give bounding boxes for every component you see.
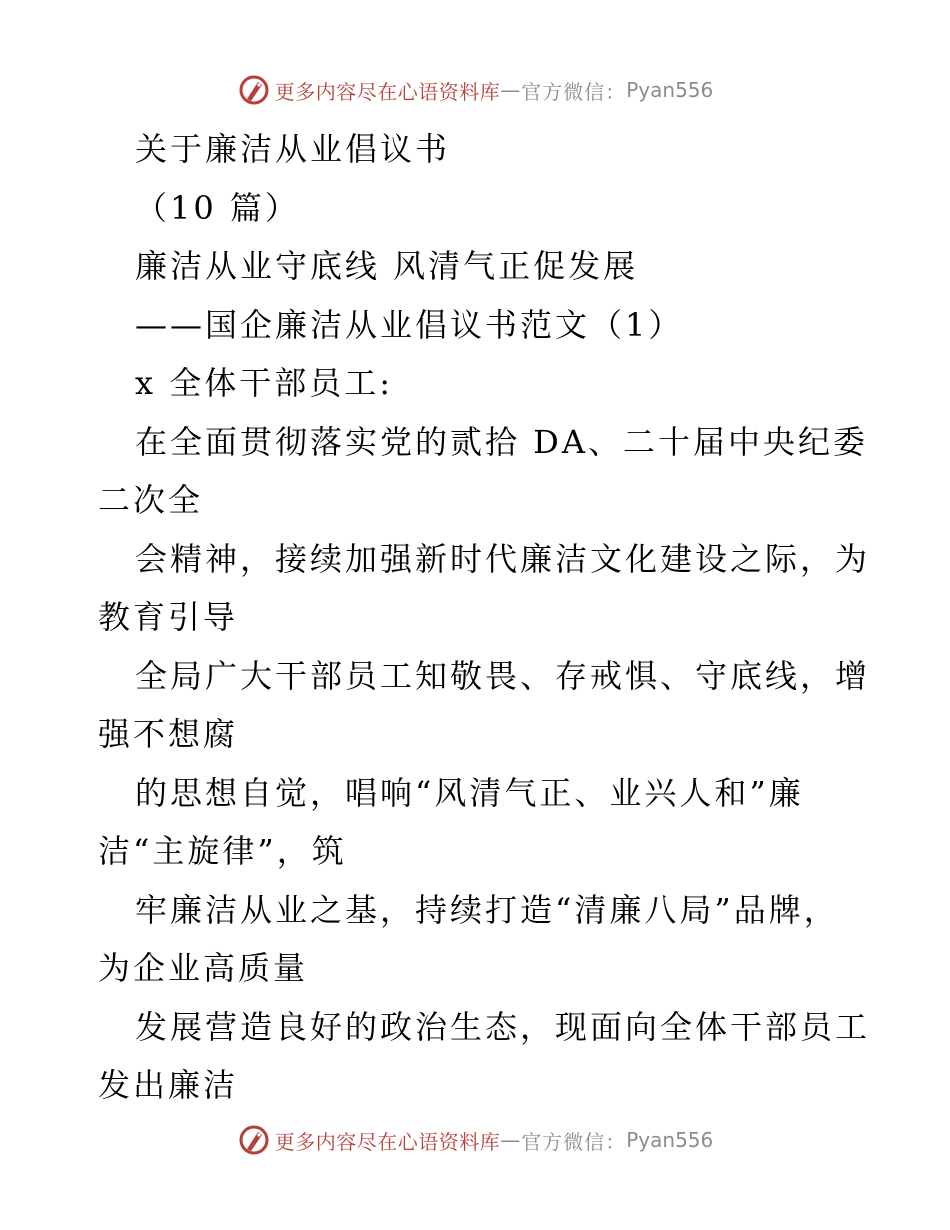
watermark-wechat-id: Pyan556	[626, 78, 714, 102]
paragraph-line: 强不想腐	[98, 715, 239, 753]
watermark-separator: —	[500, 78, 522, 102]
paragraph-line: 在全面贯彻落实党的贰拾 DA、二十届中央纪委	[135, 422, 868, 461]
document-body	[98, 120, 871, 1115]
watermark-official-label: 官方微信：	[521, 79, 627, 104]
document-title: 关于廉洁从业倡议书	[135, 130, 451, 168]
document-count: （10 篇）	[135, 188, 300, 227]
section-title: 廉洁从业守底线 风清气正促发展	[135, 247, 639, 285]
pen-nib-circle-icon	[237, 73, 271, 107]
footer-watermark	[0, 1120, 950, 1160]
paragraph-line: 发展营造良好的政治生态，现面向全体干部员工	[135, 1007, 871, 1046]
paragraph-line: 洁“主旋律”，筑	[98, 832, 347, 870]
watermark-brand-text: 更多内容尽在心语资料库	[274, 1129, 501, 1154]
section-subtitle: ——国企廉洁从业倡议书范文（1）	[135, 305, 684, 344]
watermark-wechat-id: Pyan556	[626, 1128, 714, 1152]
header-watermark	[0, 70, 950, 110]
watermark-official-label: 官方微信：	[521, 1129, 627, 1154]
paragraph-line: 为企业高质量	[98, 949, 309, 987]
paragraph-line: 会精神，接续加强新时代廉洁文化建设之际，为	[135, 539, 871, 578]
paragraph-line: 发出廉洁	[98, 1066, 239, 1104]
paragraph-line: 教育引导	[98, 598, 239, 636]
watermark-brand-text: 更多内容尽在心语资料库	[274, 79, 501, 104]
paragraph-line: 牢廉洁从业之基，持续打造“清廉八局”品牌，	[135, 890, 839, 929]
salutation: x 全体干部员工:	[135, 364, 394, 402]
watermark-separator: —	[500, 1128, 522, 1152]
paragraph-line: 全局广大干部员工知敬畏、存戒惧、守底线，增	[135, 656, 871, 695]
paragraph-line: 的思想自觉，唱响“风清气正、业兴人和”廉	[135, 773, 804, 812]
pen-nib-circle-icon	[237, 1123, 271, 1157]
paragraph-line: 二次全	[98, 481, 204, 519]
